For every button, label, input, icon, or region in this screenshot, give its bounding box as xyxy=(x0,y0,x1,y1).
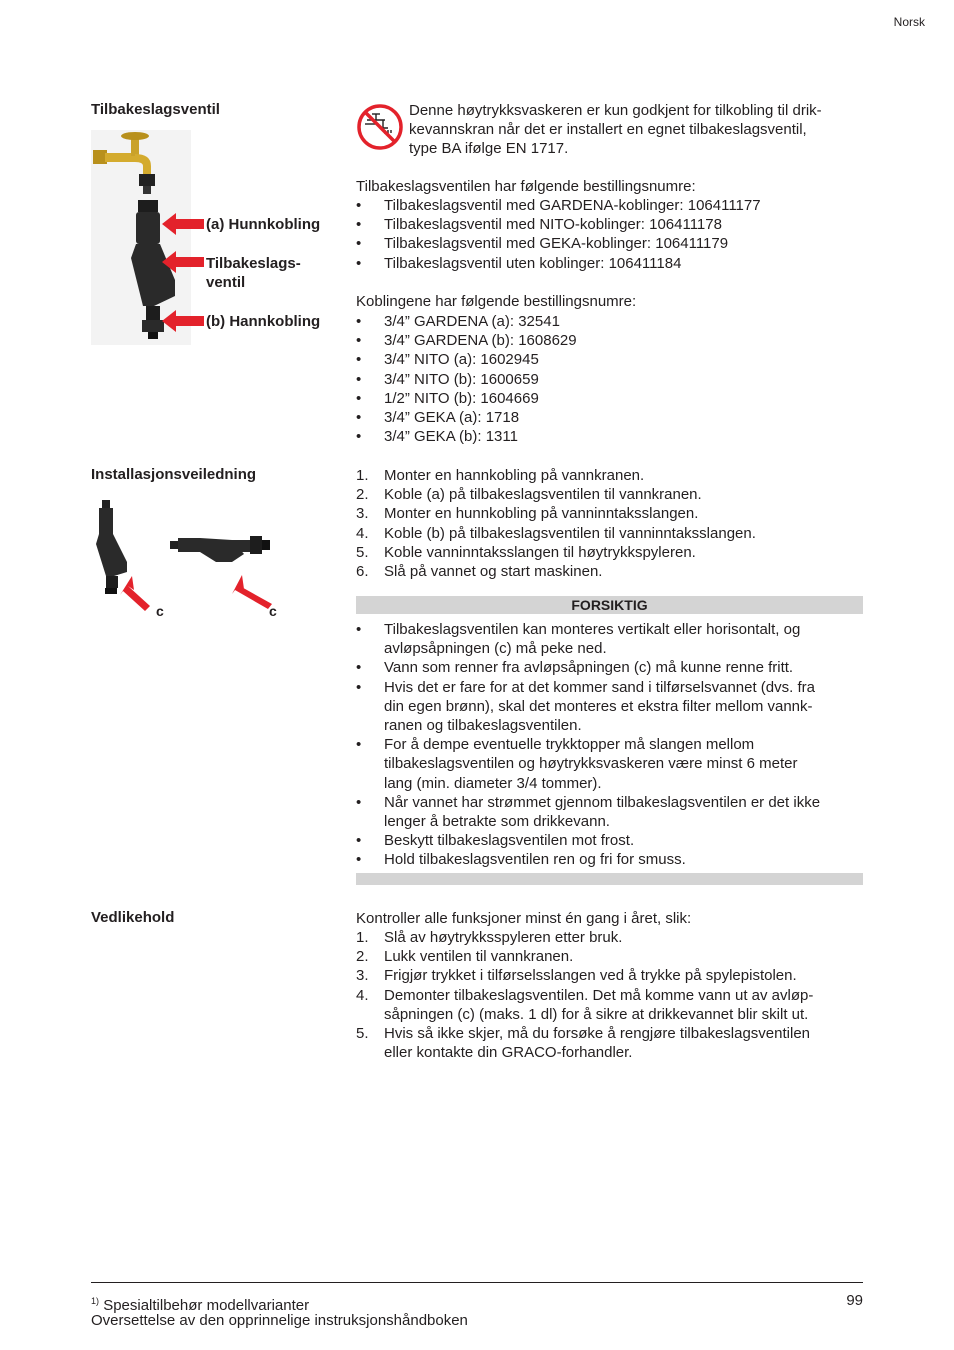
list-item: • 3/4” GARDENA (b): 1608629 xyxy=(356,332,577,350)
list-item: 1. Slå av høytrykksspyleren etter bruk. xyxy=(356,929,623,946)
list-item: 1. Monter en hannkobling på vannkranen. xyxy=(356,467,645,484)
list-item: • 3/4” GARDENA (a): 32541 xyxy=(356,313,560,330)
list-item: 3. Frigjør trykket i tilførselsslangen ved å trykke på spylepistolen. xyxy=(356,967,797,985)
notice-line: kevannskran når det er installert en egnet tilbakeslagsventil, xyxy=(409,121,807,139)
arrow-icon-female xyxy=(162,213,204,235)
list-item: • 3/4” GEKA (a): 1718 xyxy=(356,409,520,427)
list-item: • Tilbakeslagsventilen kan monteres vertikalt eller horisontalt, og avløpsåpningen (c) må peke ned. xyxy=(356,621,801,658)
list-item: • For å dempe eventuelle trykktopper må slangen mellom tilbakeslagsventilen og høytrykksvaskeren være minst 6 meter lang (min. diameter 3/4 tommer). xyxy=(356,736,798,792)
caution-end-bar xyxy=(356,873,863,885)
maintenance-intro: Kontroller alle funksjoner minst én gang i året, slik: xyxy=(356,910,692,927)
vertical-valve-illustration xyxy=(96,500,127,594)
order-numbers-intro: Tilbakeslagsventilen har følgende bestillingsnumre: xyxy=(356,178,696,195)
list-item: 3. Monter en hunnkobling på vanninntaksslangen. xyxy=(356,505,699,523)
footnote-marker: 1) xyxy=(91,1296,100,1306)
list-item: 5. Hvis så ikke skjer, må du forsøke å rengjøre tilbakeslagsventilen eller kontakte din GRACO-forhandler. xyxy=(356,1025,811,1062)
list-item: • 1/2” NITO (b): 1604669 xyxy=(356,389,539,407)
label-arrows xyxy=(160,210,206,335)
caution-title: FORSIKTIG xyxy=(356,596,863,614)
approval-notice xyxy=(409,101,822,159)
order-numbers-list xyxy=(356,196,761,273)
caution-list xyxy=(356,620,863,870)
section-title-maintenance: Vedlikehold xyxy=(91,909,175,926)
list-item: • Beskytt tilbakeslagsventilen mot frost. xyxy=(356,832,635,850)
list-item: 4. Koble (b) på tilbakeslagsventilen til vanninntaksslangen. xyxy=(356,524,756,542)
label-male-coupling: (b) Hannkobling xyxy=(206,313,321,330)
label-drain-left: c xyxy=(156,603,164,619)
label-check-valve-line1: Tilbakeslags- xyxy=(206,255,301,272)
footer-rule xyxy=(91,1282,863,1283)
list-item: • Hold tilbakeslagsventilen ren og fri for smuss. xyxy=(356,851,686,869)
list-item: 4. Demonter tilbakeslagsventilen. Det må komme vann ut av avløp- såpningen (c) (maks. 1 dl) for å sikre at drikkevannet blir skilt ut. xyxy=(356,986,814,1023)
list-item: • Tilbakeslagsventil med NITO-koblinger: 106411178 xyxy=(356,216,722,234)
page-number: 99 xyxy=(846,1292,863,1309)
footnote-text: Spesialtilbehør modellvarianter xyxy=(103,1297,310,1314)
maintenance-steps xyxy=(356,928,863,1062)
list-item: 2. Lukk ventilen til vannkranen. xyxy=(356,948,574,966)
list-item: • Vann som renner fra avløpsåpningen (c) må kunne renne fritt. xyxy=(356,659,794,677)
notice-line: Denne høytrykksvaskeren er kun godkjent for tilkobling til drik- xyxy=(409,102,822,119)
horizontal-valve-illustration xyxy=(170,536,270,562)
list-item: • 3/4” NITO (b): 1600659 xyxy=(356,370,539,388)
label-check-valve-line2: ventil xyxy=(206,274,246,291)
no-drinking-water-connection-icon xyxy=(355,102,405,152)
list-item: • Tilbakeslagsventil med GARDENA-koblinger: 106411177 xyxy=(356,197,761,214)
list-item: 2. Koble (a) på tilbakeslagsventilen til vannkranen. xyxy=(356,486,702,504)
coupling-numbers-list xyxy=(356,312,577,446)
installation-figure xyxy=(92,496,292,611)
list-item: • Når vannet har strømmet gjennom tilbakeslagsventilen er det ikke lenger å betrakte som drikkevann. xyxy=(356,793,821,831)
list-item: 5. Koble vanninntaksslangen til høytrykkspyleren. xyxy=(356,543,696,561)
coupling-numbers-intro: Koblingene har følgende bestillingsnumre: xyxy=(356,293,637,310)
arrow-icon-drain-right xyxy=(232,575,272,609)
arrow-icon-male xyxy=(162,310,204,332)
list-item: • 3/4” GEKA (b): 1311 xyxy=(356,428,518,446)
label-drain-right: c xyxy=(269,603,277,619)
label-female-coupling: (a) Hunnkobling xyxy=(206,216,321,233)
arrow-icon-valve xyxy=(162,251,204,273)
installation-steps xyxy=(356,466,756,581)
section-title-installation: Installasjonsveiledning xyxy=(91,466,257,483)
list-item: • 3/4” NITO (a): 1602945 xyxy=(356,351,539,369)
list-item: • Hvis det er fare for at det kommer sand i tilførselsvannet (dvs. fra din egen brønn), skal det monteres et ekstra filter mellom vannk- ranen og tilbakeslagsventilen. xyxy=(356,678,815,735)
section-title-check-valve: Tilbakeslagsventil xyxy=(91,101,220,118)
list-item: 6. Slå på vannet og start maskinen. xyxy=(356,563,603,581)
language-label: Norsk xyxy=(893,15,925,29)
list-item: • Tilbakeslagsventil med GEKA-koblinger: 106411179 xyxy=(356,235,729,253)
notice-line: type BA ifølge EN 1717. xyxy=(409,140,569,158)
arrow-icon-drain-left xyxy=(120,576,150,611)
list-item: • Tilbakeslagsventil uten koblinger: 106411184 xyxy=(356,254,682,272)
translation-note: Oversettelse av den opprinnelige instruksjonshåndboken xyxy=(91,1312,468,1329)
